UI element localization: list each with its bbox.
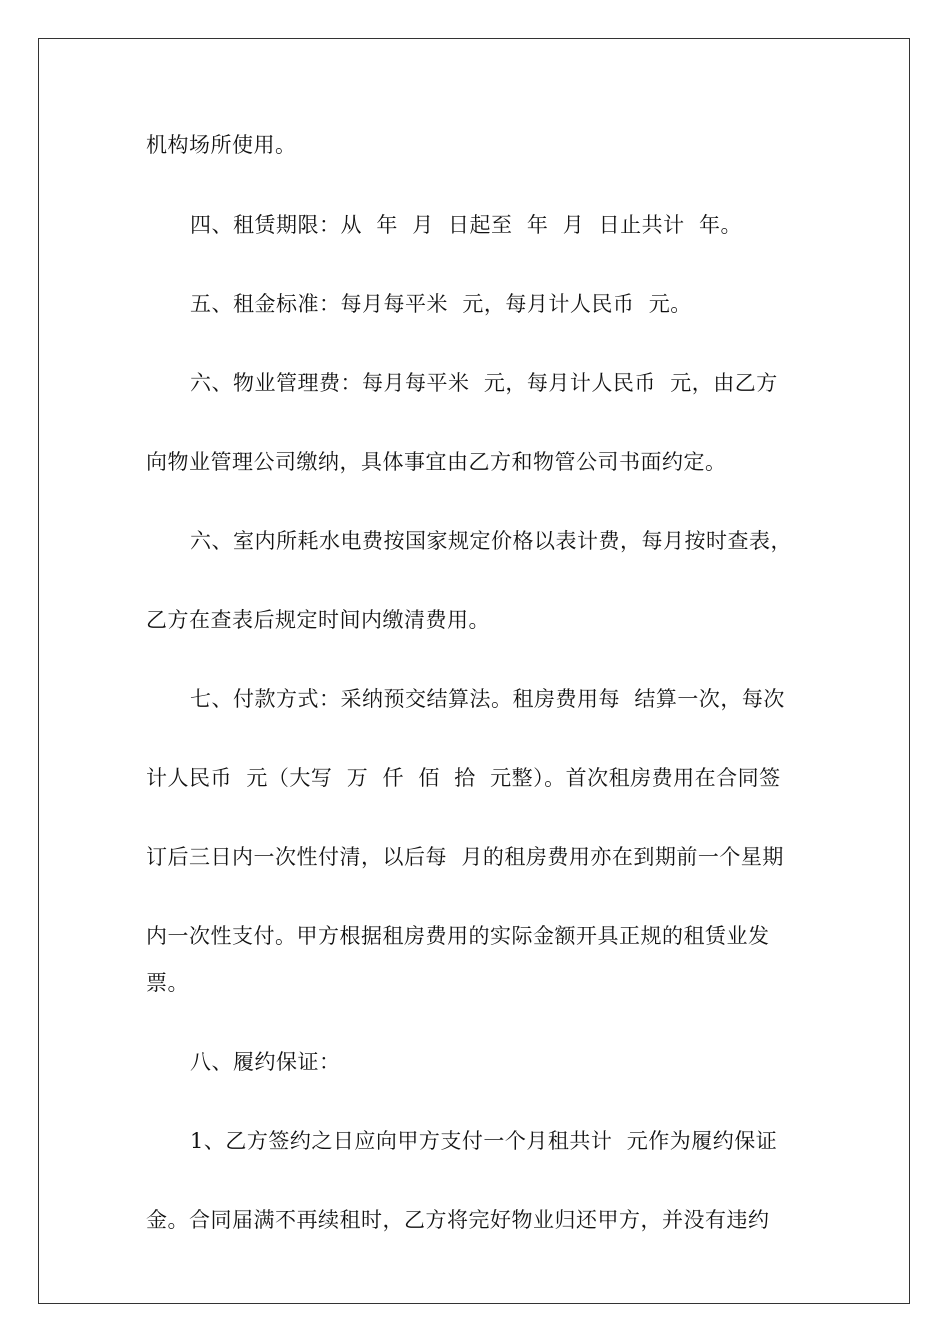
text-line: 金。合同届满不再续租时，乙方将完好物业归还甲方，并没有违约 (146, 1208, 770, 1232)
text-line: 计人民币 元（大写 万 仟 佰 拾 元整）。首次租房费用在合同签 (146, 766, 781, 790)
clause-rent-standard: 五、租金标准：每月每平米 元，每月计人民币 元。 (190, 292, 692, 316)
text-line: 票。 (146, 971, 189, 995)
text-line: 内一次性支付。甲方根据租房费用的实际金额开具正规的租赁业发 (146, 924, 770, 948)
clause-deposit: 1、乙方签约之日应向甲方支付一个月租共计 元作为履约保证 (190, 1129, 778, 1153)
clause-property-fee: 六、物业管理费：每月每平米 元，每月计人民币 元，由乙方 (190, 371, 778, 395)
clause-performance-guarantee: 八、履约保证： (190, 1050, 341, 1074)
text-line: 向物业管理公司缴纳，具体事宜由乙方和物管公司书面约定。 (146, 450, 727, 474)
text-line: 乙方在查表后规定时间内缴清费用。 (146, 608, 490, 632)
text-line: 机构场所使用。 (146, 133, 297, 157)
clause-lease-term: 四、租赁期限：从 年 月 日起至 年 月 日止共计 年。 (190, 213, 742, 237)
clause-payment-method: 七、付款方式：采纳预交结算法。租房费用每 结算一次，每次 (190, 687, 785, 711)
clause-utilities: 六、室内所耗水电费按国家规定价格以表计费，每月按时查表， (190, 529, 792, 553)
text-line: 订后三日内一次性付清，以后每 月的租房费用亦在到期前一个星期 (146, 845, 784, 869)
